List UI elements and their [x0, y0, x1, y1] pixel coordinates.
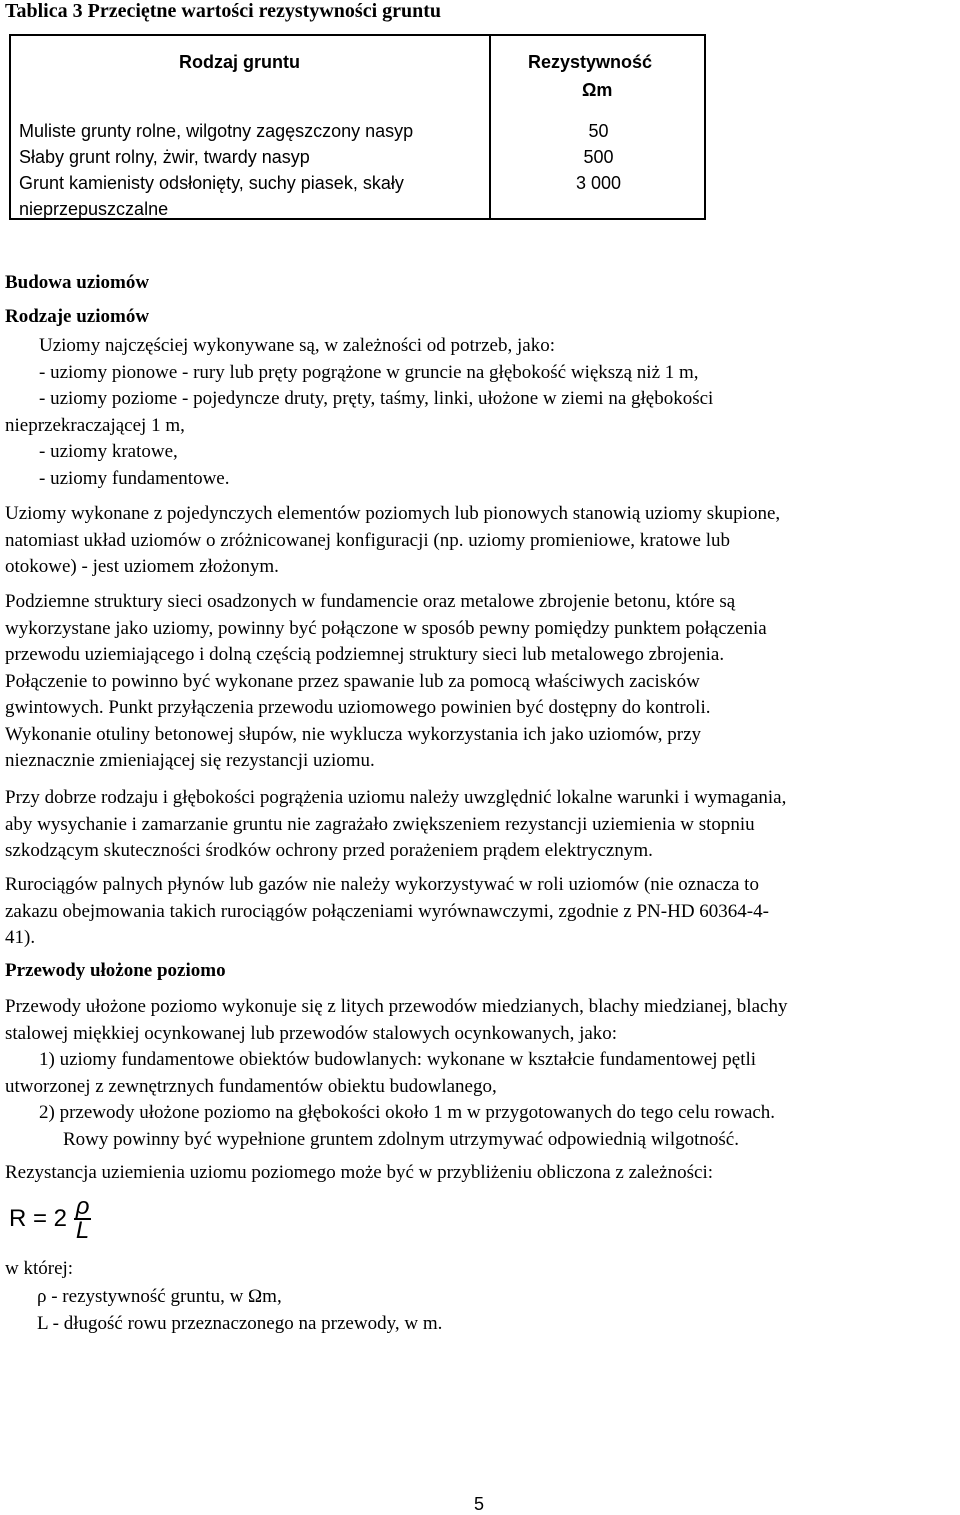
list-item: - uziomy fundamentowe.	[39, 467, 230, 489]
paragraph-line: przewodu uziemiającego i dolną częścią podziemnej struktury sieci lub metalowego zbrojenia.	[5, 644, 725, 665]
table-cell-soil-1: Muliste grunty rolne, wilgotny zagęszczony nasyp	[19, 121, 414, 141]
table-cell-value-3: 3 000	[575, 173, 622, 193]
paragraph-resistance-formula-intro: Rezystancja uziemienia uziomu poziomego może być w przybliżeniu obliczona z zależności:	[5, 1162, 714, 1183]
paragraph-line: zakazu obejmowania takich rurociągów połączeniami wyrównawczymi, zgodnie z PN-HD 60364-4-	[5, 900, 769, 922]
list-item-continuation: Rowy powinny być wypełnione gruntem zdolnym utrzymywać odpowiednią wilgotność.	[63, 1128, 739, 1150]
formula-denominator: L	[75, 1217, 90, 1244]
paragraph-line: Przy dobrze rodzaju i głębokości pogrążenia uziomu należy uwzględnić lokalne warunki i wymagania,	[5, 787, 787, 808]
table-cell-soil-3-cont: nieprzepuszczalne	[19, 199, 169, 219]
paragraph-line: Wykonanie otuliny betonowej słupów, nie wyklucza wykorzystania ich jako uziomów, przy	[5, 723, 702, 745]
paragraph-line: Przewody ułożone poziomo wykonuje się z litych przewodów miedzianych, blachy miedzianej, blachy	[5, 996, 788, 1017]
paragraph-line: Połączenie to powinno być wykonane przez spawanie lub za pomocą właściwych zacisków	[5, 670, 700, 692]
list-item: - uziomy pionowe - rury lub pręty pogrążone w gruncie na głębokość większą niż 1 m,	[39, 361, 699, 383]
list-intro: Uziomy najczęściej wykonywane są, w zależności od potrzeb, jako:	[39, 335, 555, 356]
table-header-unit: Ωm	[582, 80, 613, 100]
paragraph-line: stalowej miękkiej ocynkowanej lub przewodów stalowych ocynkowanych, jako:	[5, 1022, 618, 1044]
paragraph-line: natomiast układ uziomów o zróżnicowanej konfiguracji (np. uziomy promieniowe, kratowe lub	[5, 529, 730, 551]
paragraph-line: nieznacznie zmieniającej się rezystancji uziomu.	[5, 750, 375, 771]
formula-numerator: ρ	[75, 1193, 90, 1220]
list-item: 1) uziomy fundamentowe obiektów budowlanych: wykonane w kształcie fundamentowej pętli	[39, 1049, 757, 1070]
paragraph-line: aby wysychanie i zamarzanie gruntu nie zagrażało zwiększeniem rezystancji uziemienia w stopniu	[5, 813, 755, 835]
paragraph-line: wykorzystane jako uziomy, powinny być połączone w sposób pewny pomiędzy punktem połączenia	[5, 617, 767, 639]
paragraph-underground-structures	[5, 589, 767, 775]
where-label: w której:	[5, 1258, 74, 1279]
paragraph-line: Podziemne struktury sieci osadzonych w fundamencie oraz metalowe zbrojenie betonu, które są	[5, 591, 736, 612]
section-heading-horizontal-conductors: Przewody ułożone poziomo	[5, 960, 226, 981]
earthing-types-list	[5, 333, 713, 492]
resistance-formula	[9, 1193, 91, 1244]
paragraph-horizontal-conductors	[5, 994, 787, 1153]
definition-length: L - długość rowu przeznaczonego na przewody, w m.	[37, 1312, 443, 1334]
paragraph-line: szkodzącym skuteczności środków ochrony przed porażeniem prądem elektrycznym.	[5, 840, 653, 861]
list-item-continuation: nieprzekraczającej 1 m,	[5, 414, 185, 436]
page-number: 5	[474, 1494, 485, 1514]
list-item: 2) przewody ułożone poziomo na głębokości około 1 m w przygotowanych do tego celu rowach.	[39, 1102, 776, 1123]
paragraph-grouped-earthing	[5, 501, 780, 581]
paragraph-line: gwintowych. Punkt przyłączenia przewodu uziomowego powinien być dostępny do kontroli.	[5, 697, 711, 718]
formula-lhs: R = 2	[9, 1205, 68, 1232]
paragraph-line: otokowe) - jest uziomem złożonym.	[5, 556, 279, 577]
paragraph-pipelines	[5, 872, 769, 952]
where-definitions	[5, 1284, 442, 1337]
table-header-resistivity: Rezystywność	[528, 52, 653, 72]
table-cell-soil-3: Grunt kamienisty odsłonięty, suchy piasek, skały	[19, 173, 404, 193]
definition-rho: ρ - rezystywność gruntu, w Ωm,	[37, 1286, 282, 1307]
section-heading-earthing-types: Rodzaje uziomów	[5, 306, 150, 327]
table-cell-value-2: 500	[583, 147, 614, 167]
table-cell-value-1: 50	[588, 121, 609, 141]
list-item: - uziomy poziome - pojedyncze druty, pręty, taśmy, linki, ułożone w ziemi na głębokości	[39, 388, 714, 409]
paragraph-line: Rurociągów palnych płynów lub gazów nie należy wykorzystywać w roli uziomów (nie oznacza to	[5, 874, 759, 895]
section-heading-building-earthing: Budowa uziomów	[5, 272, 150, 293]
table-caption: Tablica 3 Przeciętne wartości rezystywności gruntu	[5, 0, 442, 22]
paragraph-depth-selection	[5, 785, 786, 865]
paragraph-line: 41).	[5, 927, 36, 948]
list-item: - uziomy kratowe,	[39, 441, 178, 462]
list-item-continuation: utworzonej z zewnętrznych fundamentów obiektu budowlanego,	[5, 1075, 497, 1097]
resistivity-table	[9, 34, 706, 220]
table-cell-soil-2: Słaby grunt rolny, żwir, twardy nasyp	[19, 147, 310, 167]
paragraph-line: Uziomy wykonane z pojedynczych elementów poziomych lub pionowych stanowią uziomy skupione,	[5, 503, 781, 524]
formula-fraction	[74, 1193, 92, 1244]
table-header-soil-type: Rodzaj gruntu	[179, 52, 300, 72]
